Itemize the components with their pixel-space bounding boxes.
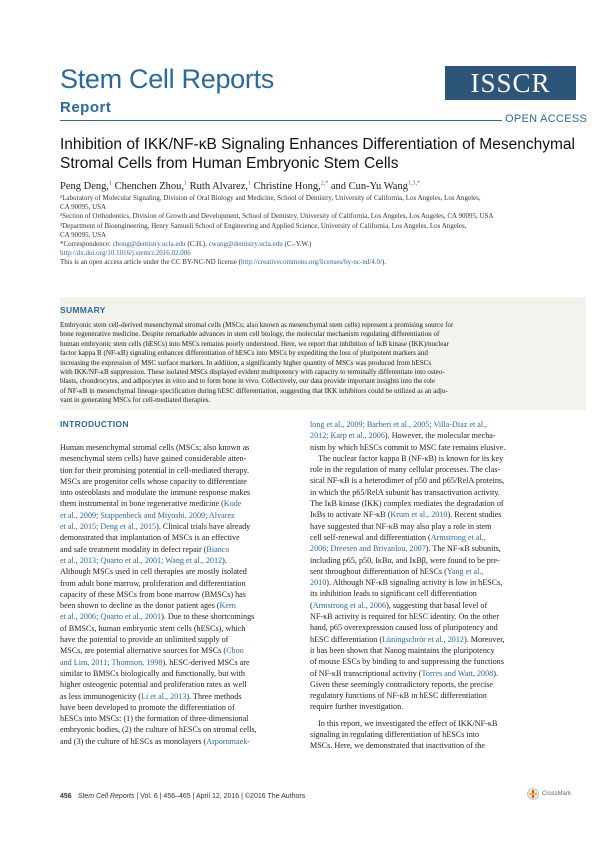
license-link[interactable]: http://creativecommons.org/licenses/by-nc-nd/4.0/	[240, 258, 382, 267]
body-text: demonstrated that implantation of MSCs is an effective	[60, 533, 240, 543]
citation-link[interactable]: et al., 2013; Quarto et al., 2001; Wang et al., 2012	[60, 555, 223, 565]
affiliation-line: ²Section of Orthodontics, Division of Growth and Development, School of Dentistry, University of California, Los Angeles, Los Angeles, CA 90095, USA	[60, 212, 494, 221]
body-text: into osteoblasts and modulate the immune response makes	[60, 488, 251, 498]
body-line	[60, 645, 320, 656]
body-text: Although MSCs used in cell therapies are mostly isolated	[60, 567, 247, 577]
body-text: ). Due to these shortcomings	[161, 612, 255, 622]
body-line	[60, 736, 320, 747]
body-line	[310, 543, 572, 554]
body-line	[310, 645, 572, 656]
body-line	[60, 555, 320, 566]
body-line	[310, 464, 572, 475]
body-text: cell self-renewal and differentiation (	[310, 532, 431, 542]
body-text: Human mesenchymal stromal cells (MSCs; also known as	[60, 443, 250, 452]
body-text: ).	[222, 555, 227, 565]
body-text: ). hESC-derived MSCs are	[162, 657, 250, 667]
body-line	[310, 679, 572, 690]
summary-text	[60, 321, 580, 406]
citation-link[interactable]: Torres and Watt, 2008	[421, 668, 494, 678]
doi-link[interactable]: http://dx.doi.org/10.1016/j.stemcr.2016.02.006	[60, 249, 191, 258]
body-text: The nuclear factor kappa B (NF-κB) is known for its key	[310, 453, 504, 463]
author: Chenchen Zhou,$^1$	[114, 180, 188, 192]
body-text: IκBs to activate NF-κB (	[310, 510, 391, 520]
body-text: regulatory functions of NF-κB in hESC differentiation	[310, 691, 487, 701]
citation-link[interactable]: Yang et al.,	[446, 566, 484, 576]
body-text: The IκB kinase (IKK) complex mediates the degradation of	[310, 499, 504, 509]
body-line	[310, 430, 572, 441]
body-line	[60, 691, 320, 702]
intro-column-left	[60, 442, 320, 747]
body-line	[310, 611, 572, 622]
body-text: MSCs are progenitor cells whose capacity to differentiate	[60, 476, 247, 486]
body-text: require further investigation.	[310, 702, 404, 712]
citation-link[interactable]: long et al., 2009; Barberi et al., 2005; Villa-Diaz et al.,	[310, 420, 488, 429]
body-text: have been developed to promote the differentiation of	[60, 702, 235, 712]
author-list	[60, 180, 420, 192]
body-line	[310, 588, 572, 599]
summary-line: human embryonic stem cells (hESCs) into MSCs remains poorly understood. Here, we report that inhibition of IκB kinase (IKK)/nuclear	[60, 339, 449, 348]
body-line	[60, 668, 320, 679]
body-text: mesenchymal stem cells) have gained considerable atten-	[60, 454, 247, 464]
body-text: role in the regulation of many cellular processes. The clas-	[310, 465, 501, 475]
body-line	[60, 453, 320, 464]
intro-column-right	[310, 419, 572, 752]
citation-link[interactable]: 2010	[310, 578, 327, 588]
body-line	[60, 600, 320, 611]
summary-line: of NF-κB in mesenchymal lineage specification during hESC differentiation, suggesting that IKK inhibitors could be utilized as an adju-	[60, 386, 448, 395]
correspondence: *Correspondence: chong@dentistry.ucla.edu (C.H.), cwang@dentistry.ucla.edu (C.-Y.W.)	[60, 240, 312, 249]
summary-line: factor kappa B (NF-κB) signaling enhances differentiation of hESCs into MSCs by expediting the loss of pluripotent markers and	[60, 349, 428, 358]
body-line	[310, 475, 572, 486]
body-text: Given these seemingly contradictory reports, the precise	[310, 679, 493, 689]
body-line	[310, 498, 572, 509]
body-text: and (3) the culture of hESCs as monolayers (	[60, 736, 207, 746]
body-line	[310, 701, 572, 712]
body-text: ). Although NF-κB signaling activity is low in hESCs,	[326, 578, 503, 588]
body-text: ). Three methods	[186, 691, 242, 701]
citation-link[interactable]: Li et al., 2013	[141, 691, 187, 701]
citation-link[interactable]: Krum et al., 2010	[390, 510, 448, 520]
body-line	[310, 521, 572, 532]
body-text: its inhibition leads to significant cell differentiation	[310, 589, 477, 599]
body-line	[310, 419, 572, 430]
body-line	[60, 623, 320, 634]
body-line	[310, 566, 572, 577]
author: Peng Deng,$^1$	[60, 180, 112, 192]
body-line	[60, 487, 320, 498]
body-text: been shown to decline as the donor patient ages (	[60, 601, 220, 611]
body-text: capacity of these MSCs from bone marrow (BMSCs) has	[60, 589, 246, 599]
citation-link[interactable]: et al., 2009; Stappenbeck and Miyoshi, 2009; Alvarez	[60, 510, 235, 520]
body-text: (	[310, 600, 313, 610]
citation-link[interactable]: Choo	[226, 646, 244, 656]
body-text: higher osteogenic potential and proliferation rates as well	[60, 680, 247, 690]
summary-line: increasing the expression of MSC surface markers. In addition, a significantly higher quantity of MSCs was produced from hESCs	[60, 358, 432, 367]
body-text: nism by which hESCs commit to MSC fate remains elusive.	[310, 442, 506, 452]
body-text: MSCs. Here, we demonstrated that inactivation of the	[310, 741, 485, 751]
body-line	[310, 509, 572, 520]
body-text: embryonic bodies, (2) the culture of hESCs on stromal cells,	[60, 725, 257, 735]
page-number: 456	[60, 793, 72, 800]
body-line	[60, 544, 320, 555]
citation-link[interactable]: Arpornmaek-	[206, 736, 250, 746]
author: Christine Hong,$^{2,*}$	[253, 180, 329, 192]
body-line	[60, 611, 320, 622]
affiliation-line: ³Department of Bioengineering, Henry Samueli School of Engineering and Applied Science, University of California, Los Angeles, Los Angeles,	[60, 221, 467, 230]
body-line	[310, 453, 572, 464]
header-rule	[60, 120, 502, 121]
body-text: from adult bone marrow, proliferation and differentiation	[60, 578, 246, 588]
body-text: tion for their promising potential in cell-mediated therapy.	[60, 465, 250, 475]
affiliation-line: CA 90095, USA	[60, 203, 107, 212]
body-line	[310, 622, 572, 633]
body-text: ). Moreover,	[463, 634, 505, 644]
body-line	[60, 679, 320, 690]
author: Ruth Alvarez,$^1$	[189, 180, 251, 192]
body-line	[60, 532, 320, 543]
body-line	[60, 724, 320, 735]
summary-line: with IKK/NF-κB suppression. These isolated MSCs displayed evident multipotency with capacity to terminally differentiate into osteo-	[60, 368, 445, 377]
open-access-label: OPEN ACCESS	[505, 113, 588, 125]
body-text: including p65, p50, IκBα, and IκBβ, were found to be pre-	[310, 555, 500, 565]
crossmark-badge[interactable]	[527, 788, 571, 800]
body-text: sent throughout differentiation of hESCs (	[310, 566, 447, 576]
body-text: ).	[493, 668, 498, 678]
summary-line: Embryonic stem cell-derived mesenchymal stromal cells (MSCs; also known as mesenchymal stem cells) represent a promising source for	[60, 321, 454, 329]
body-line	[310, 668, 572, 679]
body-text: of BMSCs, human embryonic stem cells (hESCs), which	[60, 623, 246, 633]
page-footer	[60, 793, 305, 800]
body-line	[60, 634, 320, 645]
body-line	[60, 566, 320, 577]
citation-link[interactable]: Armstrong et al.,	[430, 532, 486, 542]
body-line	[60, 465, 320, 476]
body-text: hand, p65 overexpression caused loss of pluripotency and	[310, 623, 498, 633]
citation-link[interactable]: 2006; Dreesen and Brivanlou, 2007	[310, 544, 426, 554]
citation-link[interactable]: and Lim, 2011; Thomson, 1998	[60, 657, 163, 667]
body-text: NF-κB activity is required for hESC identity. On the other	[310, 612, 500, 622]
crossmark-label: CrossMark	[542, 791, 572, 797]
summary-line: blasts, chondrocytes, and adipocytes in vitro and to form bone in vivo. Collectively, our data provide important insights into the role	[60, 377, 436, 386]
email-link[interactable]: cwang@dentistry.ucla.edu	[208, 240, 283, 249]
body-line	[310, 487, 572, 498]
isscr-logo: ISSCR	[445, 66, 576, 100]
body-text: have suggested that NF-κB may also play a role in stem	[310, 521, 492, 531]
body-text: signaling in regulating differentiation of hESCs into	[310, 730, 480, 740]
body-line	[60, 657, 320, 668]
body-line	[60, 589, 320, 600]
body-text: ). However, the molecular mecha-	[384, 431, 496, 441]
body-text: ). Clinical trials have already	[156, 522, 251, 532]
body-line	[60, 442, 320, 453]
body-text: and safe treatment modality in defect repair (	[60, 544, 207, 554]
body-text: ). Recent studies	[447, 510, 502, 520]
body-text: hESC differentiation (	[310, 634, 383, 644]
citation-link[interactable]: Kern	[219, 601, 236, 611]
introduction-heading: INTRODUCTION	[60, 419, 129, 429]
citation-link[interactable]: Kode	[223, 499, 242, 509]
citation-link[interactable]: et al., 2006; Quarto et al., 2001	[60, 612, 162, 622]
body-line	[310, 634, 572, 645]
body-line	[60, 578, 320, 589]
citation-link[interactable]: Armstrong et al., 2006	[312, 600, 387, 610]
footer-journal: Stem Cell Reports	[77, 793, 135, 800]
affiliation-line: ¹Laboratory of Molecular Signaling, Division of Oral Biology and Medicine, School of Dentistry, University of California, Los Angeles, Los Angeles,	[60, 194, 481, 202]
summary-line: vant in generating MSCs for cell-mediated therapies.	[60, 396, 211, 405]
body-line	[310, 690, 572, 701]
article-title: Inhibition of IKK/NF-κB Signaling Enhances Differentiation of Mesenchymal Stromal Cells from Human Embryonic Stem Cells	[60, 136, 575, 172]
body-text: ). The NF-κB subunits,	[425, 544, 501, 554]
summary-heading: SUMMARY	[60, 305, 106, 315]
body-text: In this report, we investigated the effect of IKK/NF-κB	[310, 718, 498, 728]
body-line	[60, 510, 320, 521]
body-line	[310, 729, 572, 740]
citation-link[interactable]: 2012; Karp et al., 2006	[310, 431, 385, 441]
body-line	[310, 532, 572, 543]
body-line	[310, 555, 572, 566]
license-line: This is an open access article under the CC BY-NC-ND license (http://creativecommons.org/licenses/by-nc-nd/4.0/).	[60, 258, 387, 267]
citation-link[interactable]: et al., 2015; Deng et al., 2015	[60, 522, 157, 532]
body-line	[310, 740, 572, 751]
body-text: have the potential to provide an unlimited supply of	[60, 635, 229, 645]
body-line	[60, 702, 320, 713]
body-line	[310, 577, 572, 588]
body-text: of NF-κB transcriptional activity (	[310, 668, 422, 678]
body-text: it has been shown that Nanog maintains the pluripotency	[310, 645, 495, 655]
summary-line: bone regenerative medicine. Despite remarkable advances in stem cell biology, the molecular mechanism regulating differentiation of	[60, 330, 440, 339]
body-line	[60, 476, 320, 487]
body-text: ), suggesting that basal level of	[386, 600, 488, 610]
body-text: MSCs, are potential alternative sources for MSCs (	[60, 646, 227, 656]
footer-details: | Vol. 6 | 456–465 | April 12, 2016 | ©2016 The Authors	[136, 793, 306, 800]
body-line	[310, 600, 572, 611]
body-line	[60, 521, 320, 532]
body-text: as less immunogenicity (	[60, 691, 142, 701]
body-text: them instrumental in bone regenerative medicine (	[60, 499, 224, 509]
affiliations	[60, 194, 585, 268]
journal-name: Stem Cell Reports	[60, 64, 274, 94]
body-text: similar to BMSCs biologically and functionally, but with	[60, 668, 245, 678]
report-type: Report	[60, 99, 112, 116]
body-line	[310, 718, 572, 729]
body-text: hESCs into MSCs: (1) the formation of three-dimensional	[60, 714, 249, 724]
crossmark-icon	[527, 788, 539, 800]
author: and Cun-Yu Wang$^{1,3,*}$	[330, 180, 420, 192]
body-text: of mouse ESCs by binding to and suppressing the functions	[310, 657, 504, 667]
body-line	[310, 442, 572, 453]
body-text: in which the p65/RelA subunit has transactivation activity.	[310, 487, 500, 497]
citation-link[interactable]: Bianco	[206, 544, 230, 554]
affiliation-line: CA 90095, USA	[60, 230, 107, 239]
citation-link[interactable]: Lüningschrör et al., 2012	[382, 634, 464, 644]
body-line	[60, 498, 320, 509]
body-text: sical NF-κB is a heterodimer of p50 and p65/RelA proteins,	[310, 476, 505, 486]
body-line	[310, 656, 572, 667]
email-link[interactable]: chong@dentistry.ucla.edu	[112, 240, 186, 249]
body-line	[60, 713, 320, 724]
